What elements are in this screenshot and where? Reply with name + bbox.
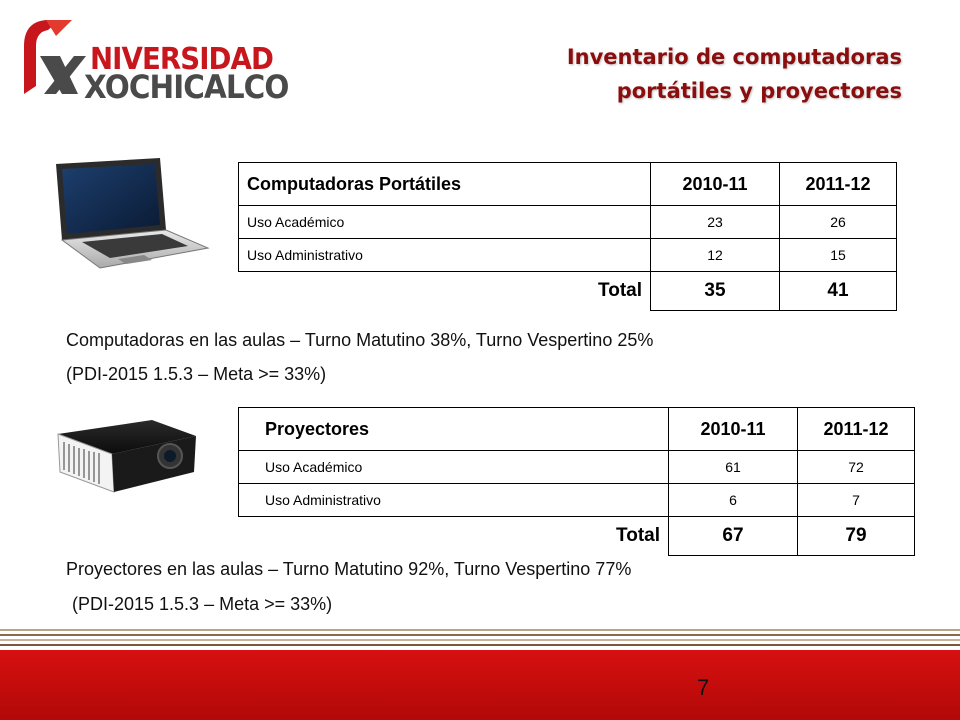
- row-label: Uso Administrativo: [239, 239, 651, 272]
- table-total-row: [239, 517, 915, 556]
- laptop-image: [48, 156, 218, 274]
- total-value: 41: [780, 272, 897, 311]
- page-number: 7: [697, 675, 710, 700]
- header-year-2011-12: 2011-12: [798, 408, 915, 451]
- laptops-table: [238, 162, 897, 311]
- total-value: 67: [669, 517, 798, 556]
- table-row: [239, 239, 897, 272]
- row-label: Uso Académico: [239, 451, 669, 484]
- row-value: 12: [651, 239, 780, 272]
- title-line-2: portátiles y proyectores: [616, 79, 902, 103]
- table-total-row: [239, 272, 897, 311]
- header-year-2010-11: 2010-11: [669, 408, 798, 451]
- row-value: 7: [798, 484, 915, 517]
- table-header-row: [239, 408, 915, 451]
- row-value: 23: [651, 206, 780, 239]
- projectors-goal-note: (PDI-2015 1.5.3 – Meta >= 33%): [72, 594, 333, 614]
- logo-text-bottom: XOCHICALCO: [84, 68, 289, 106]
- header-category: Computadoras Portátiles: [239, 163, 651, 206]
- projectors-table: [238, 407, 915, 556]
- header-year-2010-11: 2010-11: [651, 163, 780, 206]
- laptops-classroom-note: Computadoras en las aulas – Turno Matutino 38%, Turno Vespertino 25%: [66, 330, 654, 350]
- total-label: Total: [616, 525, 660, 547]
- logo-emblem-icon: [16, 16, 86, 96]
- header-year-2011-12: 2011-12: [780, 163, 897, 206]
- total-label: Total: [598, 280, 642, 302]
- university-logo: [14, 12, 289, 106]
- row-value: 6: [669, 484, 798, 517]
- footer-band: [0, 650, 960, 720]
- table-row: [239, 451, 915, 484]
- projectors-classroom-note: Proyectores en las aulas – Turno Matutino 92%, Turno Vespertino 77%: [66, 559, 632, 579]
- table-row: [239, 206, 897, 239]
- title-line-1: Inventario de computadoras: [566, 45, 902, 69]
- page-title: [567, 40, 902, 108]
- laptops-goal-note: (PDI-2015 1.5.3 – Meta >= 33%): [66, 364, 327, 384]
- row-value: 61: [669, 451, 798, 484]
- row-value: 72: [798, 451, 915, 484]
- row-label: Uso Administrativo: [239, 484, 669, 517]
- projector-image: [52, 412, 200, 498]
- table-row: [239, 484, 915, 517]
- total-value: 79: [798, 517, 915, 556]
- logo-text-top: NIVERSIDAD: [90, 42, 273, 77]
- row-label: Uso Académico: [239, 206, 651, 239]
- header-category: Proyectores: [239, 408, 669, 451]
- footer-divider: [0, 628, 960, 650]
- row-value: 26: [780, 206, 897, 239]
- total-value: 35: [651, 272, 780, 311]
- row-value: 15: [780, 239, 897, 272]
- table-header-row: [239, 163, 897, 206]
